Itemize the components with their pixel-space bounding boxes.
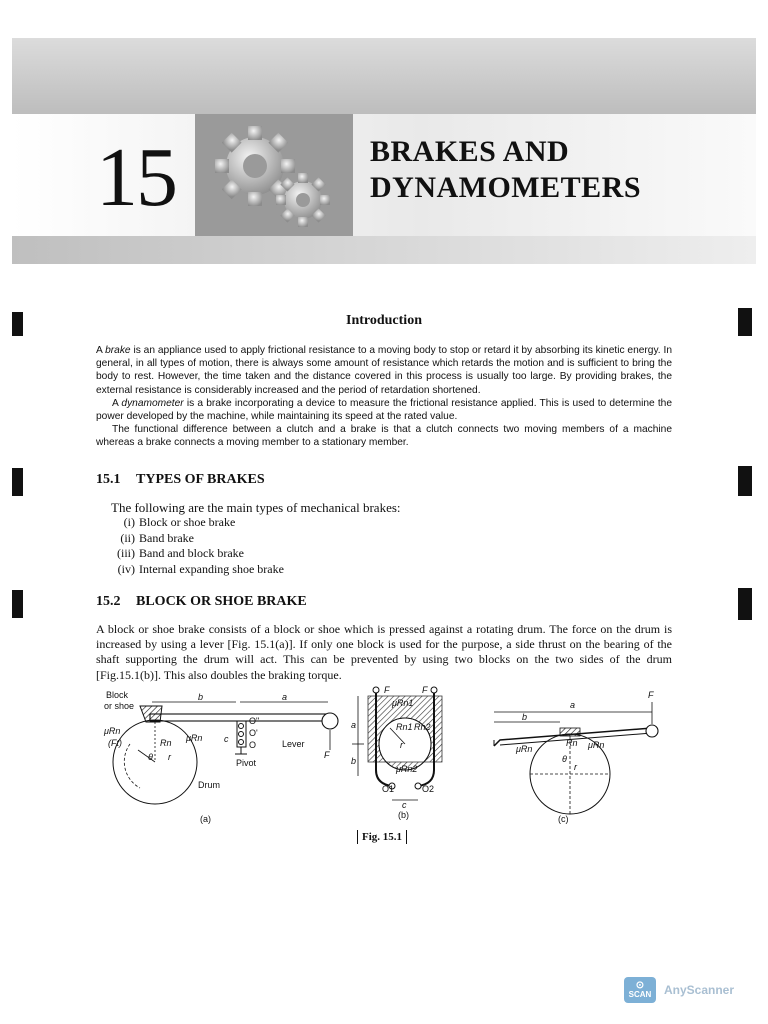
fig-b-label-sub: (b) <box>398 810 409 820</box>
fig-a-label-drum: Drum <box>198 780 220 790</box>
scan-edge-mark <box>12 590 23 618</box>
list-item: (ii) Band brake <box>120 530 194 545</box>
fig-b-label-a: a <box>351 720 357 730</box>
fig-a-label-theta: θ <box>148 752 153 762</box>
fig-a-label-lever: Lever <box>282 739 305 749</box>
fig-a-label-ft: (Ft) <box>108 738 122 748</box>
fig-c-label-mu-rn-right: μRn <box>588 740 605 750</box>
fig-c-label-r: r <box>574 762 577 772</box>
intro-paragraph-2: A dynamometer is a brake incorporating a device to measure the frictional resistance applied. This is used to determine the power developed by the machine, while maintaining its speed at the rated value. <box>96 397 672 423</box>
header-band-top <box>12 38 756 114</box>
fig-b-label-b: b <box>351 756 357 766</box>
scanner-watermark <box>624 977 734 1003</box>
fig-a-label-pivot: Pivot <box>236 758 257 768</box>
fig-b-label-mu-rn2: μRn2 <box>396 764 418 774</box>
chapter-number: 15 <box>96 131 176 224</box>
figure-part-c <box>494 690 658 824</box>
brake-types-list <box>104 515 284 577</box>
fig-b-label-rn1: Rn1 <box>396 722 413 732</box>
scanner-logo-icon: ⊙ SCAN <box>624 977 656 1003</box>
intro-paragraph-3: The functional difference between a clutch and a brake is that a clutch connects two moving members of a machine whereas a brake connects a moving member to a stationary member. <box>96 424 672 449</box>
chapter-title-line1: BRAKES AND <box>370 135 570 168</box>
fig-a-label-b: b <box>198 692 204 702</box>
fig-b-label-r: r <box>400 740 403 750</box>
figure-part-a <box>103 690 338 824</box>
figure-15-1 <box>100 684 666 828</box>
scanner-name: AnyScanner <box>664 983 735 997</box>
fig-c-label-sub: (c) <box>558 814 569 824</box>
fig-c-label-theta: θ <box>562 754 567 764</box>
fig-a-label-r: r <box>168 752 171 762</box>
list-item: (i) Block or shoe brake <box>123 515 236 529</box>
fig-a-label-sub: (a) <box>200 814 211 824</box>
list-item: (iii) Band and block brake <box>117 546 244 560</box>
fig-b-label-o1: O1 <box>382 784 395 794</box>
fig-b-label-c: c <box>402 800 407 810</box>
fig-a-label-a: a <box>282 692 288 702</box>
fig-b-label-mu-rn1: μRn1 <box>392 698 414 708</box>
fig-a-label-o1: O' <box>249 728 258 738</box>
chapter-title-line2: DYNAMOMETERS <box>370 171 642 204</box>
figure-caption: Fig. 15.1 <box>357 830 407 844</box>
chapter-title <box>370 134 641 206</box>
section-heading-types: 15.1 TYPES OF BRAKES <box>96 472 265 487</box>
list-item: (iv) Internal expanding shoe brake <box>117 561 284 576</box>
fig-a-label-or-shoe: or shoe <box>104 701 135 711</box>
scan-edge-mark <box>738 466 752 496</box>
fig-b-label-f2: F <box>422 685 428 695</box>
fig-b-label-f1: F <box>384 685 390 695</box>
scan-edge-mark <box>738 588 752 620</box>
fig-b-label-o2: O2 <box>422 784 435 794</box>
scan-edge-mark <box>12 468 23 496</box>
fig-c-label-rn: Rn <box>566 738 578 748</box>
fig-a-label-o2: O" <box>249 716 260 726</box>
fig-a-label-block: Block <box>106 690 129 700</box>
fig-a-label-mu-rn: μRn <box>104 726 121 736</box>
fig-c-label-b: b <box>522 712 528 722</box>
fig-a-label-o: O <box>249 740 257 750</box>
fig-a-label-mu-rn-2: μRn <box>186 733 203 743</box>
fig-a-label-rn: Rn <box>160 738 172 748</box>
header-band-bottom <box>12 236 756 264</box>
fig-b-label-rn2: Rn2 <box>414 722 431 732</box>
fig-c-label-f: F <box>648 690 654 700</box>
gears-icon <box>195 114 353 236</box>
intro-heading: Introduction <box>346 313 422 328</box>
fig-c-label-a: a <box>570 700 576 710</box>
fig-c-label-mu-rn-left: μRn <box>516 744 533 754</box>
fig-a-label-c: c <box>224 734 229 744</box>
types-lead: The following are the main types of mechanical brakes: <box>111 500 401 515</box>
intro-text <box>96 344 672 450</box>
intro-paragraph-1: A brake is an appliance used to apply frictional resistance to a moving body to stop or retard it by absorbing its kinetic energy. In general, in all types of motion, there is always some amount of resistance which retards the motion and is sufficient to bring the body to rest. However, the time taken and the distance covered in this process is usually too large. By providing brakes, the external resistance is considerably increased and the period of retardation shortened. <box>96 345 672 396</box>
figure-part-b <box>351 685 442 820</box>
block-brake-paragraph: A block or shoe brake consists of a block or shoe which is pressed against a rotating drum. The force on the drum is increased by using a lever [Fig. 15.1(a)]. If only one block is used for the purpose, a side thrust on the bearing of the shaft supporting the drum will act. This can be prevented by using two blocks on the two sides of the drum [Fig.15.1(b)]. This also doubles the braking torque. <box>96 622 672 682</box>
section-heading-block-brake: 15.2 BLOCK OR SHOE BRAKE <box>96 594 307 609</box>
fig-a-label-f: F <box>324 750 330 760</box>
